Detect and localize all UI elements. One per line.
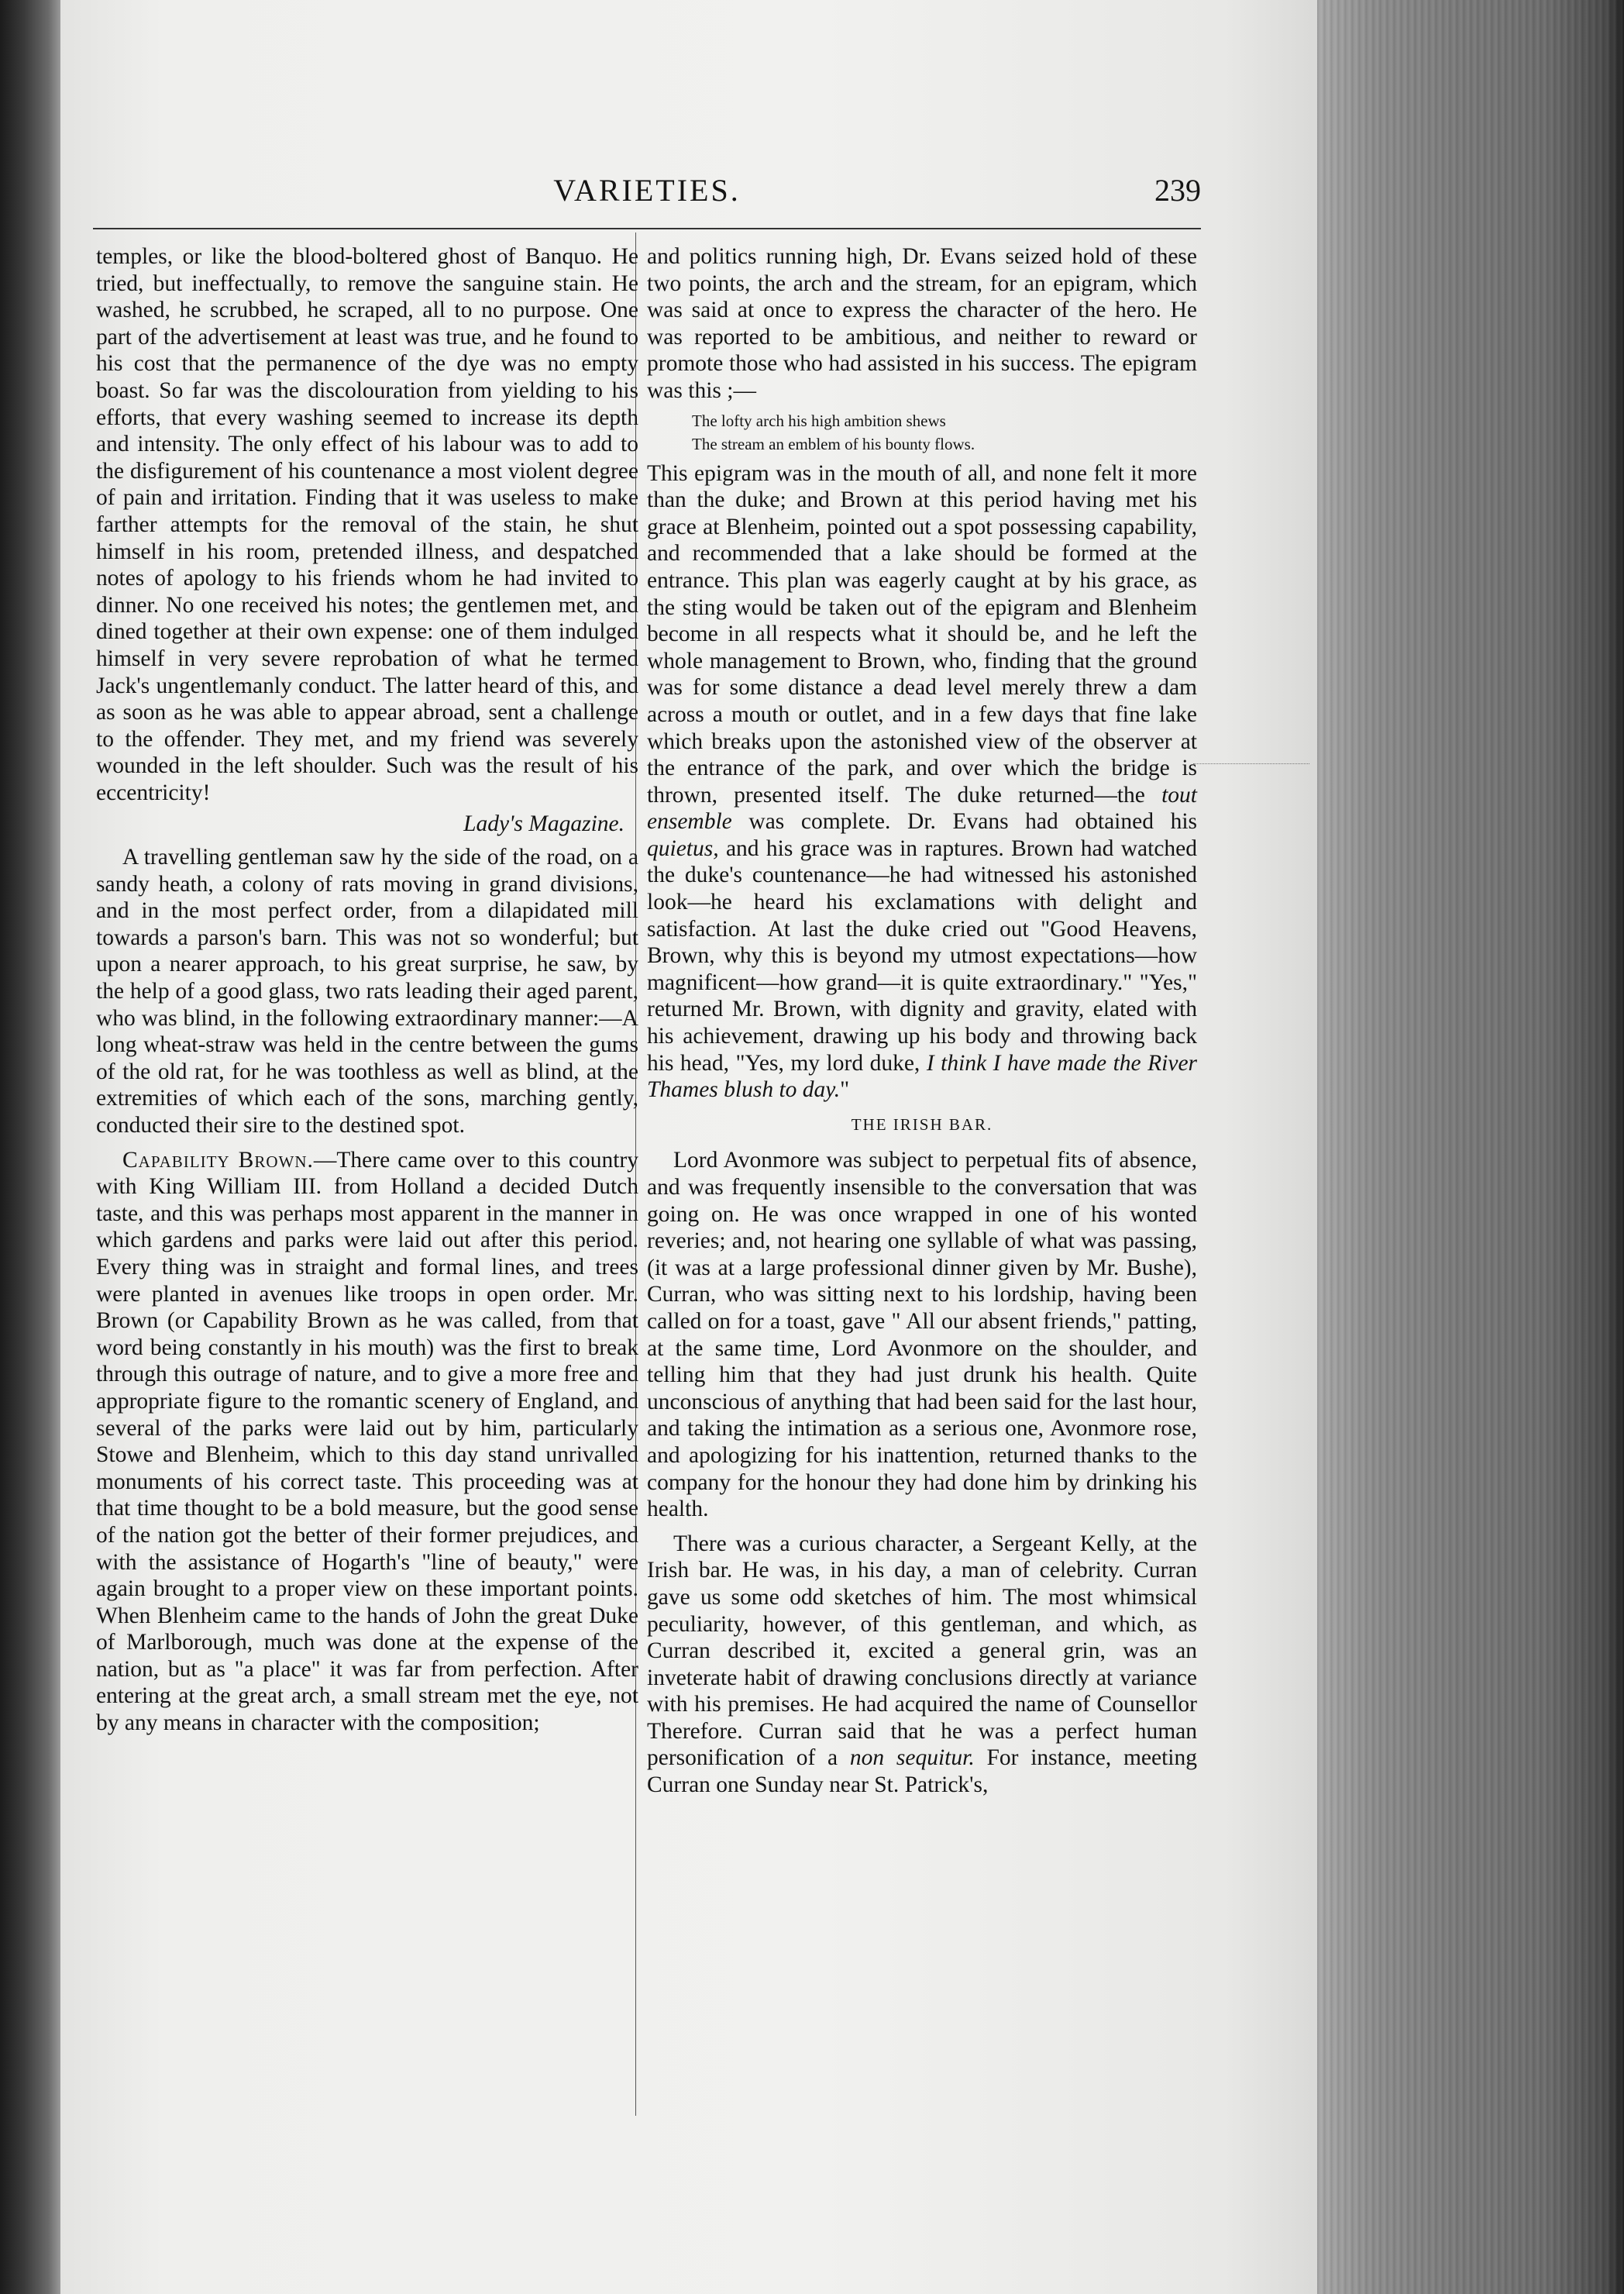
paragraph-text: was complete. Dr. Evans had obtained his: [748, 809, 1197, 835]
running-title: VARIETIES.: [553, 173, 741, 208]
source-attribution: Lady's Magazine.: [463, 811, 624, 837]
right-column: [647, 243, 1197, 1799]
book-gutter: [0, 0, 60, 2294]
paragraph-body: —There came over to this country with King William III. from Holland a decided Dutch taste, and this was perhaps most apparent in the manner in which gardens and parks were laid out after this period. Every thing was in straight and formal lines, and trees were planted in avenues like troops in open order. Mr. Brown (or Capability Brown as he was called, from that word being constantly in his mouth) was the first to break through this outrage of nature, and to give a more free and appropriate figure to the romantic scenery of England, and several of the parks were laid out by him, particularly Stowe and Blenheim, which to this day stand unrivalled monuments of his correct taste. This proceeding was at that time thought to be a bold measure, but the good sense of the nation got the better of their former prejudices, and with the assistance of Hogarth's "line of beauty," were again brought to a proper view on these important points. When Blenheim came to the hands of John the great Duke of Marlborough, much was done at the expense of the nation, but as "a place" it was far from perfection. After entering at the great arch, a small stream met the eye, not by any means in character with the composition;: [96, 1147, 638, 1736]
paragraph: A travelling gentleman saw hy the side of the road, on a sandy heath, a colony of rats moving in grand divisions, and in the most perfect order, from a dilapidated mill towards a parson's barn. This was not so wonderful; but upon a nearer approach, to his great surprise, he saw, by the help of a good glass, two rats leading their aged parent, who was blind, in the following extraordinary manner:—A long wheat-straw was held in the centre between the gums of the old rat, for he was toothless as well as blind, at the extremities of which each of the sons, marching gently, conducted their sire to the destined spot.: [96, 845, 638, 1138]
page-edges: [1317, 0, 1624, 2294]
italic-phrase: quietus,: [647, 835, 719, 861]
paragraph-text: There was a curious character, a Sergeant Kelly, at the Irish bar. He was, in his day, a man of celebrity. Curran gave us some odd sketches of him. The most whimsical peculiarity, however, of this gentleman, and which, as Curran described it, excited a general grin, was an inveterate habit of drawing conclusions directly at variance with his premises. He had acquired the name of Counsellor Therefore. Curran said that he was a perfect human personification of a: [647, 1531, 1197, 1771]
italic-phrase: I think I have made the River Thames blush to day.: [647, 1050, 1198, 1103]
epigram-line: The lofty arch his high ambition shews: [692, 411, 946, 430]
page-header: [93, 172, 1201, 219]
page-number: 239: [1154, 173, 1201, 208]
paragraph: Lord Avonmore was subject to perpetual fits of absence, and was frequently insensible to the conversation that was going on. He was once wrapped in one of his wonted reveries; and, not hearing one syllable of what was passing, (it was at a large professional dinner given by Mr. Bushe), Curran, who was sitting next to his lordship, having been called on for a toast, gave " All our absent friends," patting, at the same time, Lord Avonmore on the shoulder, and telling him that they had just drunk his health. Quite unconscious of anything that had been said for the last hour, and taking the intimation as a serious one, Avonmore rose, and apologizing for his inattention, returned thanks to the company for the honour they had done him by drinking his health.: [647, 1148, 1197, 1522]
paragraph-text: For instance, meeting Curran one Sunday near St. Patrick's,: [647, 1745, 1198, 1798]
section-title: THE IRISH BAR.: [851, 1114, 993, 1134]
italic-phrase: tout ensemble: [647, 782, 1198, 835]
paragraph: and politics running high, Dr. Evans seized hold of these two points, the arch and the stream, for an epigram, which was said at once to express the character of the hero. He was reported to be ambitious, and neither to reward or promote those who had assisted in his success. The epigram was this ;—: [647, 244, 1197, 403]
left-column: [96, 243, 638, 1737]
italic-phrase: non sequitur.: [849, 1745, 975, 1771]
paragraph-text: ": [840, 1077, 850, 1103]
paragraph: [96, 1147, 638, 1737]
paragraph: temples, or like the blood-boltered ghost of Banquo. He tried, but ineffectually, to remove the sanguine stain. He washed, he scrubbed, he scraped, all to no purpose. One part of the advertisement at least was true, and he found to his cost that the permanence of the dye was no empty boast. So far was the discolouration from yielding to his efforts, that every washing seemed to increase its depth and intensity. The only effect of his labour was to add to the disfigurement of his countenance a most violent degree of pain and irritation. Finding that it was useless to make farther attempts for the removal of the stain, he shut himself in his room, pretended illness, and despatched notes of apology to his friends whom he had invited to dinner. No one received his notes; the gentlemen met, and dined together at their own expense: one of them indulged himself in very severe reprobation of what he termed Jack's ungentlemanly conduct. The latter heard of this, and as soon as he was able to appear abroad, sent a challenge to the offender. They met, and my friend was severely wounded in the left shoulder. Such was the result of his eccentricity!: [96, 244, 638, 805]
paragraph: [647, 1531, 1197, 1799]
paragraph: [647, 460, 1197, 1104]
epigram: [692, 409, 1197, 456]
paragraph-text: and his grace was in raptures. Brown had watched the duke's countenance—he had witnessed his astonished look—he heard his exclamations with delight and satisfaction. At last the duke cried out "Good Heavens, Brown, why this is beyond my utmost expectations—how magnificent—how grand—it is quite extraordinary." "Yes," returned Mr. Brown, with dignity and gravity, elated with his achievement, drawing up his body and throwing back his head, "Yes, my lord duke,: [647, 835, 1198, 1076]
epigram-line: The stream an emblem of his bounty flows.: [692, 434, 975, 453]
paragraph-text: This epigram was in the mouth of all, and none felt it more than the duke; and Brown at this period having met his grace at Blenheim, pointed out a spot possessing capability, and recommended that a lake should be formed at the entrance. This plan was eagerly caught at by his grace, as the sting would be taken out of the epigram and Blenheim become in all respects what it should be, and he left the whole management to Brown, who, finding that the ground was for some distance a dead level merely threw a dam across a mouth or outlet, and in a few days that fine lake which breaks upon the astonished view of the observer at the entrance of the park, and over which the bridge is thrown, presented itself. The duke returned—the: [647, 460, 1197, 808]
header-rule: [93, 228, 1201, 229]
stray-pen-line: [1193, 763, 1309, 764]
paragraph-lead: Capability Brown.: [122, 1147, 314, 1173]
